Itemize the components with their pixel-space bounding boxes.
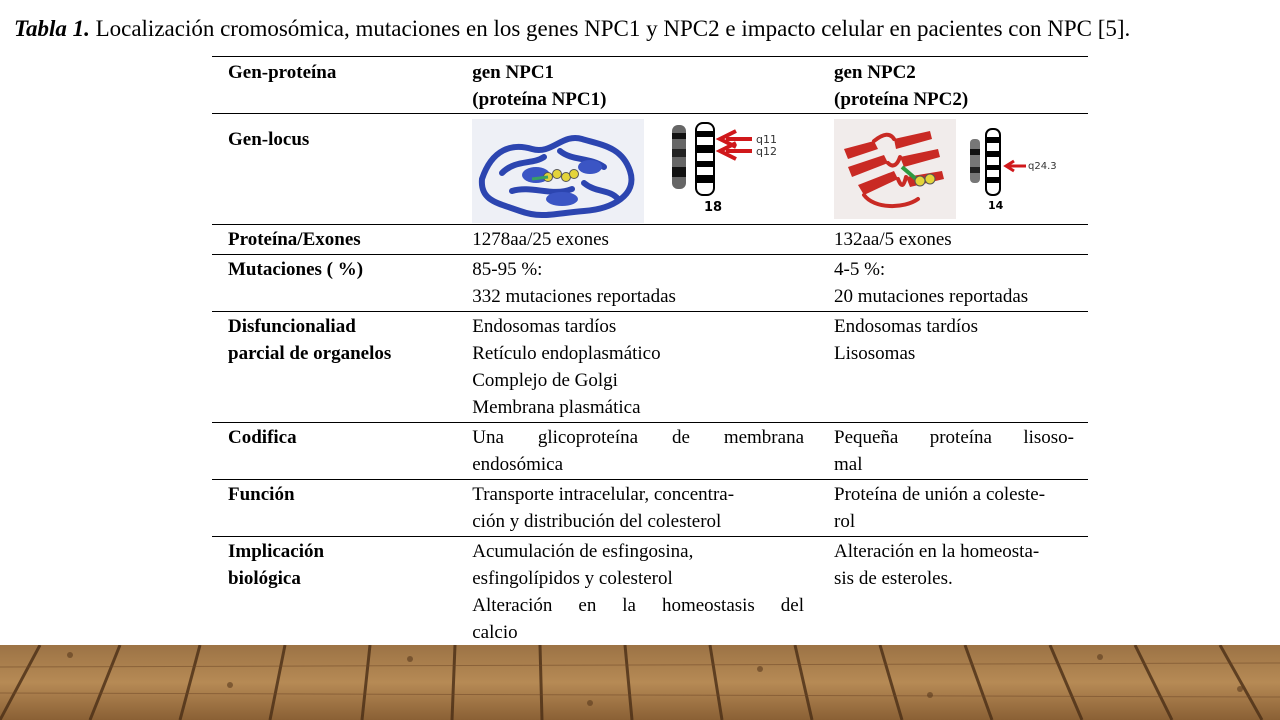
band-label-q11: q11 [756, 133, 778, 146]
chromosome-18-ideogram [664, 119, 790, 223]
row-label-codifica: Codifica [212, 423, 456, 480]
header-npc2: gen NPC2 (proteína NPC2) [818, 57, 1088, 114]
band-label-q12: q12 [756, 145, 778, 158]
table-row [212, 312, 1088, 423]
npc2-cell: 4-5 %: 20 mutaciones reportadas [818, 255, 1088, 312]
table-header-row [212, 57, 1088, 114]
npc1-cell: Una glicoproteína de membrana endosómica [456, 423, 818, 480]
row-label-funcion: Función [212, 480, 456, 537]
table-row [212, 423, 1088, 480]
chromosome-14-ideogram [966, 119, 1074, 219]
table-row [212, 225, 1088, 255]
row-label-gen-proteina: Gen-proteína [212, 57, 456, 114]
header-npc1: gen NPC1 (proteína NPC1) [456, 57, 818, 114]
row-label-implicacion: Implicación biológica [212, 537, 456, 648]
table-row [212, 255, 1088, 312]
table-caption [14, 14, 1274, 44]
npc2-cell: Alteración en la homeosta- sis de esteroles. [818, 537, 1088, 648]
npc1-cell: 1278aa/25 exones [456, 225, 818, 255]
band-label-q24-3: q24.3 [1028, 161, 1057, 172]
caption-text: Localización cromosómica, mutaciones en los genes NPC1 y NPC2 e impacto celular en pacientes con NPC [5]. [89, 16, 1131, 41]
row-label-disfuncionalidad: Disfuncionaliad parcial de organelos [212, 312, 456, 423]
row-label-proteina-exones: Proteína/Exones [212, 225, 456, 255]
wooden-floor-decoration [0, 645, 1280, 720]
npc1-cell: 85-95 %: 332 mutaciones reportadas [456, 255, 818, 312]
row-label-mutaciones: Mutaciones ( %) [212, 255, 456, 312]
npc2-cell: Proteína de unión a coleste- rol [818, 480, 1088, 537]
chromosome-18-label: 18 [704, 200, 723, 215]
npc2-protein-structure-image [834, 119, 956, 219]
npc1-cell: Endosomas tardíos Retículo endoplasmático Complejo de Golgi Membrana plasmática [456, 312, 818, 423]
locus-npc1-cell [456, 114, 818, 225]
npc1-cell: Acumulación de esfingosina, esfingolípidos y colesterol Alteración en la homeostasis del calcio [456, 537, 818, 648]
table-row-gen-locus [212, 114, 1088, 225]
npc2-cell: Pequeña proteína lisoso- mal [818, 423, 1088, 480]
table-row [212, 537, 1088, 648]
table-row [212, 480, 1088, 537]
caption-label: Tabla 1. [14, 16, 90, 41]
npc1-cell: Transporte intracelular, concentra- ción y distribución del colesterol [456, 480, 818, 537]
npc-genes-table [212, 56, 1088, 648]
row-label-gen-locus: Gen-locus [212, 114, 456, 225]
npc2-cell: 132aa/5 exones [818, 225, 1088, 255]
locus-npc2-cell [818, 114, 1088, 225]
chromosome-14-label: 14 [988, 199, 1004, 212]
npc1-protein-structure-image [472, 119, 644, 223]
npc2-cell: Endosomas tardíos Lisosomas [818, 312, 1088, 423]
